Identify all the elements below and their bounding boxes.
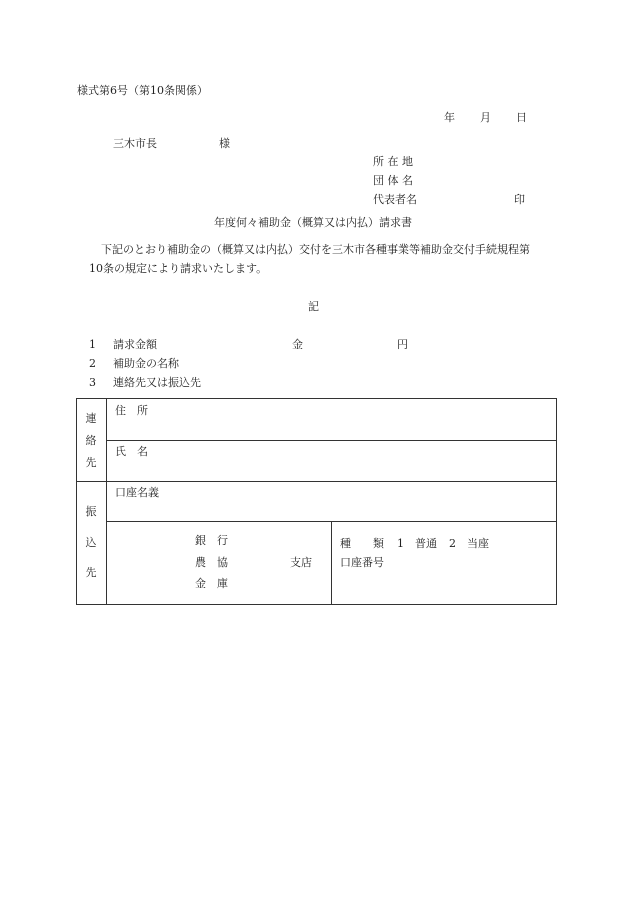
branch-label: 支店 xyxy=(290,556,312,569)
item-2-label: 補助金の名称 xyxy=(113,357,179,370)
address-label: 所 在 地 xyxy=(373,155,413,168)
form-number: 様式第6号（第10条関係） xyxy=(77,84,208,97)
body-text-line-1: 下記のとおり補助金の（概算又は内払）交付を三木市各種事業等補助金交付手続規程第 xyxy=(101,243,530,256)
item-1-label: 請求金額 xyxy=(113,338,157,351)
amount-yen-label: 円 xyxy=(397,338,408,351)
contact-name-label: 氏 名 xyxy=(115,445,148,458)
kinko-label: 金 庫 xyxy=(195,577,228,590)
ki-heading: 記 xyxy=(308,300,319,313)
transfer-label-char-3: 先 xyxy=(85,566,97,579)
date-day-label: 日 xyxy=(516,111,527,124)
contact-transfer-table xyxy=(76,398,557,605)
table-divider-bank-type xyxy=(331,521,332,605)
addressee-name: 三木市長 xyxy=(113,137,157,150)
contact-address-label: 住 所 xyxy=(115,404,148,417)
body-text-line-2: 10条の規定により請求いたします。 xyxy=(89,262,268,275)
table-divider-section xyxy=(76,481,557,482)
item-3-label: 連絡先又は振込先 xyxy=(113,376,201,389)
contact-label-char-3: 先 xyxy=(85,456,97,469)
item-1-number: 1 xyxy=(89,338,96,351)
account-type-label: 種 類 xyxy=(340,537,384,550)
table-divider-left xyxy=(106,398,107,605)
contact-label-char-2: 絡 xyxy=(85,434,97,447)
account-type-option-1: 1 普通 xyxy=(397,537,437,550)
addressee-honorific: 様 xyxy=(219,137,230,150)
account-type-option-2: 2 当座 xyxy=(449,537,489,550)
account-number-label: 口座番号 xyxy=(340,556,384,569)
seal-label: 印 xyxy=(514,193,525,206)
document-title: 年度何々補助金（概算又は内払）請求書 xyxy=(214,216,412,229)
date-year-label: 年 xyxy=(444,111,455,124)
item-3-number: 3 xyxy=(89,376,96,389)
transfer-label-char-1: 振 xyxy=(85,505,97,518)
item-2-number: 2 xyxy=(89,357,96,370)
table-divider-address-name xyxy=(106,440,557,441)
contact-label-char-1: 連 xyxy=(85,412,97,425)
amount-kin-label: 金 xyxy=(292,338,303,351)
organization-label: 団 体 名 xyxy=(373,174,413,187)
date-month-label: 月 xyxy=(480,111,491,124)
representative-label: 代表者名 xyxy=(373,193,417,206)
transfer-label-char-2: 込 xyxy=(85,536,97,549)
account-name-label: 口座名義 xyxy=(115,486,159,499)
nokyo-label: 農 協 xyxy=(195,556,228,569)
bank-label: 銀 行 xyxy=(195,534,228,547)
